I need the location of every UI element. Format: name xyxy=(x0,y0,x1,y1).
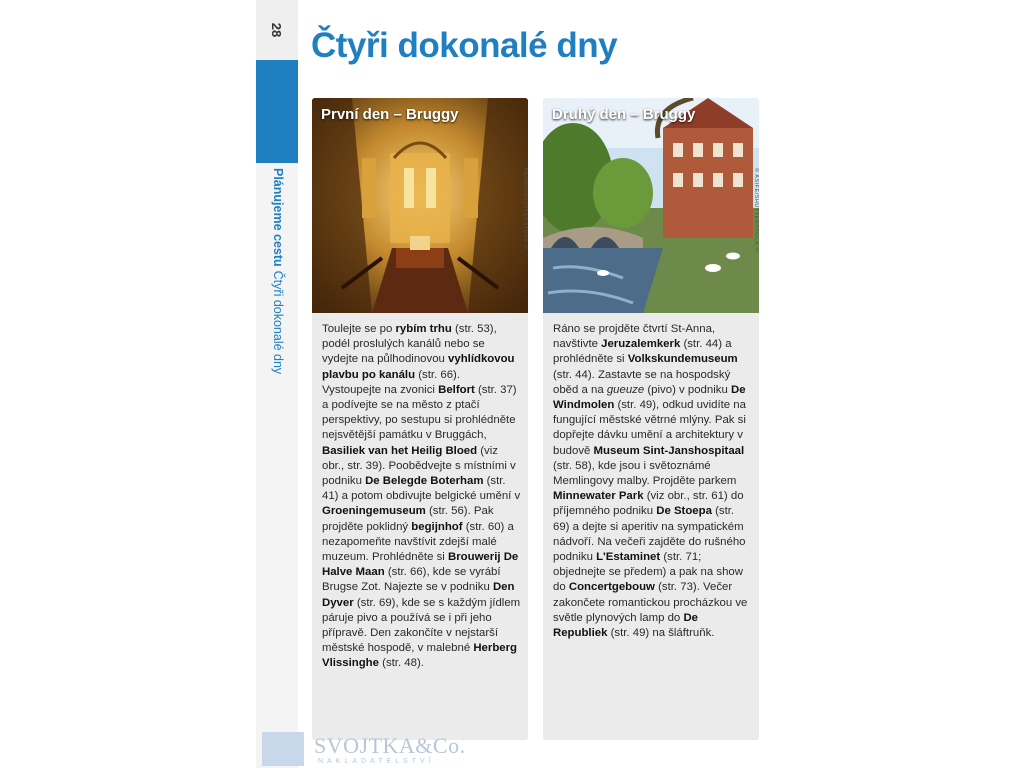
day-one-text: Toulejte se po rybím trhu (str. 53), podél proslulých kanálů nebo se vydejte na půlhodinovou vyhlídkovou plavbu po kanálu (str. 66). Vystoupejte na zvonici Belfort (str. 37) a podívejte se na město z ptačí perspektivy, po sestupu si prohlédněte nejsvětější památku v Bruggách, Basiliek van het Heilig Bloed (viz obr., str. 39). Poobědvejte s místními v podniku De Belegde Boterham (str. 41) a potom obdivujte belgické umění v Groeningemuseum (str. 56). Pak projděte poklidný begijnhof (str. 60) a nezapomeňte navštívit zdejší malé muzeum. Prohlédněte si Brouwerij De Halve Maan (str. 66), kde se vyrábí Brugse Zot. Najezte se v podniku Den Dyver (str. 69), kde se s každým jídlem páruje pivo a používá se i při jeho přípravě. Den zakončíte v nejstarší městské hospodě, v malebné Herberg Vlissinghe (str. 48). xyxy=(322,323,521,670)
section-label-bold: Plánujeme cestu xyxy=(271,168,285,267)
section-label-title: Čtyři dokonalé dny xyxy=(271,270,285,375)
publisher-name: SVOJTKA&Co. xyxy=(314,733,466,758)
day-one-photo xyxy=(312,98,528,313)
publisher-logo xyxy=(262,730,466,768)
day-two-card xyxy=(543,98,759,740)
day-one-photo-credit: PEDRO/SHUTTERSTOCK © xyxy=(522,168,528,250)
section-label xyxy=(263,168,293,418)
day-two-title: Druhý den – Bruggy xyxy=(552,106,696,123)
day-two-photo-credit: © ASIFE/SHUTTERSTOCK © xyxy=(753,168,759,253)
page-number: 28 xyxy=(269,22,285,38)
publisher-subtitle: NAKLADATELSTVÍ xyxy=(318,758,435,765)
day-two-photo xyxy=(543,98,759,313)
publisher-logo-mark xyxy=(262,732,304,766)
day-two-text: Ráno se projděte čtvrtí St-Anna, navštivte Jeruzalemkerk (str. 44) a prohlédněte si Volkskundemuseum (str. 44). Zastavte se na hospodský oběd a na gueuze (pivo) v podniku De Windmolen (str. 49), odkud uvidíte na fungující městské větrné mlýny. Pak si dopřejte dávku umění a architektury v budově Museum Sint-Janshospitaal (str. 58), kde jsou i světoznámé Memlingovy malby. Projděte parkem Minnewater Park (viz obr., str. 61) do příjemného podniku De Stoepa (str. 69) a dejte si aperitiv na sympatickém nádvoří. Na večeři zajděte do rušného podniku L'Estaminet (str. 71; objednejte se předem) a pak na show do Concertgebouw (str. 73). Večer zakončete romantickou procházkou ve světle plynových lamp do De Republiek (str. 49) na šláftruňk. xyxy=(553,323,748,640)
day-one-card xyxy=(312,98,528,740)
day-one-title: První den – Bruggy xyxy=(321,106,459,123)
section-color-tab xyxy=(256,60,298,163)
page-title: Čtyři dokonalé dny xyxy=(311,26,618,65)
